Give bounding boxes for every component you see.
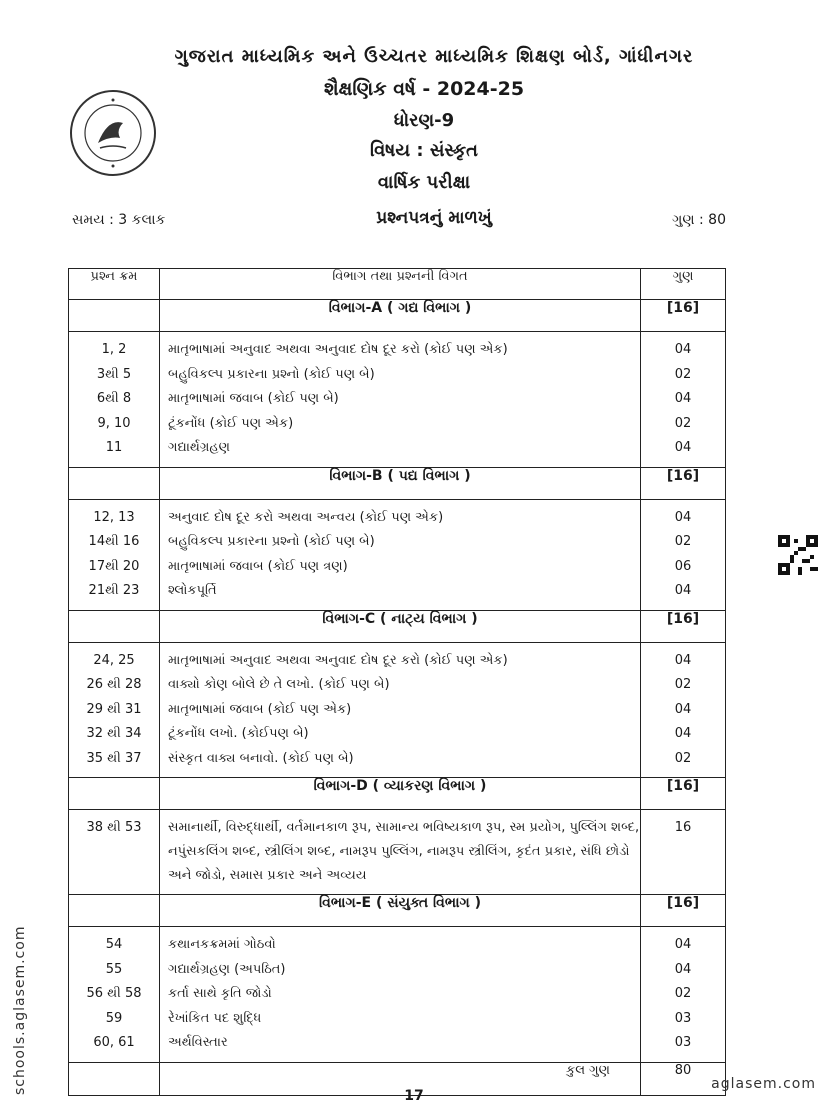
- blueprint-table: [68, 268, 726, 1096]
- question-no: 59: [105, 1010, 123, 1026]
- section-title: વિભાગ-A ( ગદ્ય વિભાગ ): [160, 300, 641, 332]
- section-a-header: [69, 300, 726, 332]
- qr-code-icon: [778, 535, 818, 575]
- total-marks: ગુણ : 80: [672, 212, 726, 228]
- total-value: 80: [641, 1062, 726, 1095]
- question-detail: માતૃભાષામાં જવાબ (કોઈ પણ ત્રણ): [168, 558, 348, 574]
- question-detail: ટૂંકનોંધ (કોઈ પણ એક): [168, 415, 294, 431]
- question-no: 6થી 8: [96, 391, 132, 406]
- question-no: 55: [105, 961, 123, 977]
- question-no: 24, 25: [93, 652, 135, 668]
- section-marks: [16]: [641, 895, 726, 927]
- section-marks: [16]: [641, 300, 726, 332]
- section-c-header: [69, 610, 726, 642]
- question-marks: 02: [674, 366, 692, 382]
- question-detail: ગદ્યાર્થગ્રહણ (અપઠિત): [168, 961, 286, 977]
- question-detail: કથાનકક્રમમાં ગોઠવો: [168, 937, 276, 952]
- question-marks: 04: [674, 701, 692, 717]
- question-detail: શ્લોકપૂર્તિ: [168, 583, 217, 598]
- question-no: 56 થી 58: [86, 986, 142, 1001]
- question-marks: 04: [674, 961, 692, 977]
- question-marks: 06: [674, 558, 692, 574]
- question-detail: માતૃભાષામાં અનુવાદ અથવા અનુવાદ દોષ દૂર કરો (કોઈ પણ એક): [168, 342, 508, 357]
- question-detail: કર્તા સાથે કૃતિ જોડો: [168, 986, 272, 1001]
- question-detail: માતૃભાષામાં જવાબ (કોઈ પણ એક): [168, 701, 352, 717]
- question-marks: 04: [674, 342, 692, 357]
- section-b-rows: [69, 499, 726, 610]
- question-marks: 03: [674, 1010, 692, 1026]
- subject: વિષય : સંસ્કૃત: [370, 140, 478, 161]
- question-marks: 16: [674, 820, 692, 835]
- page-number: 17: [404, 1088, 424, 1104]
- question-no: 60, 61: [93, 1035, 135, 1050]
- section-marks: [16]: [641, 778, 726, 810]
- question-detail: માતૃભાષામાં અનુવાદ અથવા અનુવાદ દોષ દૂર કરો (કોઈ પણ એક): [168, 652, 508, 668]
- question-no: 12, 13: [93, 509, 135, 525]
- question-detail: અર્થવિસ્તાર: [168, 1035, 228, 1050]
- board-name: ગુજરાત માધ્યમિક અને ઉચ્ચતર માધ્યમિક શિક્ષણ બોર્ડ, ગાંધીનગર: [174, 46, 694, 67]
- standard: ધોરણ-9: [393, 110, 455, 131]
- question-no: 54: [105, 937, 123, 952]
- col-header-details: વિભાગ તથા પ્રશ્નની વિગત: [160, 269, 641, 300]
- question-marks: 02: [674, 534, 692, 549]
- academic-year: શૈક્ષણિક વર્ષ - 2024-25: [323, 78, 525, 100]
- question-detail: બહુવિકલ્પ પ્રકારના પ્રશ્નો (કોઈ પણ બે): [168, 534, 375, 549]
- question-marks: 04: [674, 391, 692, 406]
- question-no: 29 થી 31: [86, 701, 142, 717]
- question-detail: સંસ્કૃત વાક્ય બનાવો. (કોઈ પણ બે): [168, 750, 354, 766]
- question-detail: વાક્યો કોણ બોલે છે તે લખો. (કોઈ પણ બે): [168, 677, 390, 692]
- question-detail: માતૃભાષામાં જવાબ (કોઈ પણ બે): [168, 391, 339, 406]
- section-e-header: [69, 895, 726, 927]
- section-title: વિભાગ-E ( સંયુક્ત વિભાગ ): [160, 895, 641, 927]
- section-marks: [16]: [641, 610, 726, 642]
- question-no: 26 થી 28: [86, 677, 142, 692]
- question-detail: ગદ્યાર્થગ્રહણ: [168, 440, 230, 455]
- question-no: 3થી 5: [96, 366, 132, 382]
- question-detail: અનુવાદ દોષ દૂર કરો અથવા અન્વય (કોઈ પણ એક): [168, 509, 444, 525]
- exam-name: વાર્ષિક પરીક્ષા: [377, 172, 471, 193]
- section-b-header: [69, 467, 726, 499]
- section-c-rows: [69, 642, 726, 778]
- board-seal-logo: [68, 88, 158, 178]
- question-marks: 02: [674, 750, 692, 766]
- question-marks: 02: [674, 415, 692, 431]
- question-marks: 04: [674, 509, 692, 525]
- question-no: 14થી 16: [88, 534, 140, 549]
- question-detail: બહુવિકલ્પ પ્રકારના પ્રશ્નો (કોઈ પણ બે): [168, 366, 375, 382]
- exam-time: સમય : 3 કલાક: [72, 212, 166, 228]
- table-header-row: [69, 269, 726, 300]
- question-detail: સમાનાર્થી, વિરુદ્ધાર્થી, વર્તમાનકાળ રૂપ, સામાન્ય ભવિષ્યકાળ રૂપ, સ્મ પ્રયોગ, પુલ્લિંગ શબ્દ, નપુંસકલિંગ શબ્દ, સ્ત્રીલિંગ શબ્દ, નામરૂપ પુલ્લિંગ, નામરૂપ સ્ત્રીલિંગ, કૃદંત પ્રકાર, સંધિ છોડો અને જોડો, સમાસ પ્રકાર અને અવ્યય: [168, 820, 640, 883]
- blueprint-title: પ્રશ્નપત્રનું માળખું: [376, 208, 492, 228]
- question-no: 17થી 20: [88, 558, 140, 574]
- section-title: વિભાગ-B ( પદ્ય વિભાગ ): [160, 467, 641, 499]
- question-marks: 04: [674, 440, 692, 455]
- question-marks: 04: [674, 937, 692, 952]
- question-marks: 02: [674, 986, 692, 1001]
- question-marks: 04: [674, 583, 692, 598]
- section-marks: [16]: [641, 467, 726, 499]
- col-header-marks: ગુણ: [641, 269, 726, 300]
- question-marks: 04: [674, 652, 692, 668]
- col-header-question-no: પ્રશ્ન ક્રમ: [69, 269, 160, 300]
- question-no: 35 થી 37: [86, 750, 142, 766]
- section-d-header: [69, 778, 726, 810]
- question-marks: 02: [674, 677, 692, 692]
- question-no: 11: [105, 440, 123, 455]
- section-title: વિભાગ-D ( વ્યાકરણ વિભાગ ): [160, 778, 641, 810]
- question-detail: ટૂંકનોંધ લખો. (કોઈપણ બે): [168, 726, 309, 741]
- question-no: 38 થી 53: [86, 820, 142, 835]
- watermark-bottom: aglasem.com: [711, 1076, 816, 1092]
- question-no: 21થી 23: [88, 583, 140, 598]
- question-no: 9, 10: [97, 415, 131, 431]
- watermark-side: schools.aglasem.com: [12, 925, 28, 1095]
- question-detail: રેખાંકિત પદ શુદ્ધિ: [168, 1010, 262, 1026]
- question-no: 32 થી 34: [86, 726, 142, 741]
- section-title: વિભાગ-C ( નાટ્ય વિભાગ ): [160, 610, 641, 642]
- section-e-rows: [69, 927, 726, 1063]
- question-marks: 03: [674, 1035, 692, 1050]
- question-no: 1, 2: [101, 342, 127, 357]
- total-label: કુલ ગુણ: [160, 1062, 641, 1095]
- section-d-rows: [69, 810, 726, 895]
- question-marks: 04: [674, 726, 692, 741]
- section-a-rows: [69, 332, 726, 468]
